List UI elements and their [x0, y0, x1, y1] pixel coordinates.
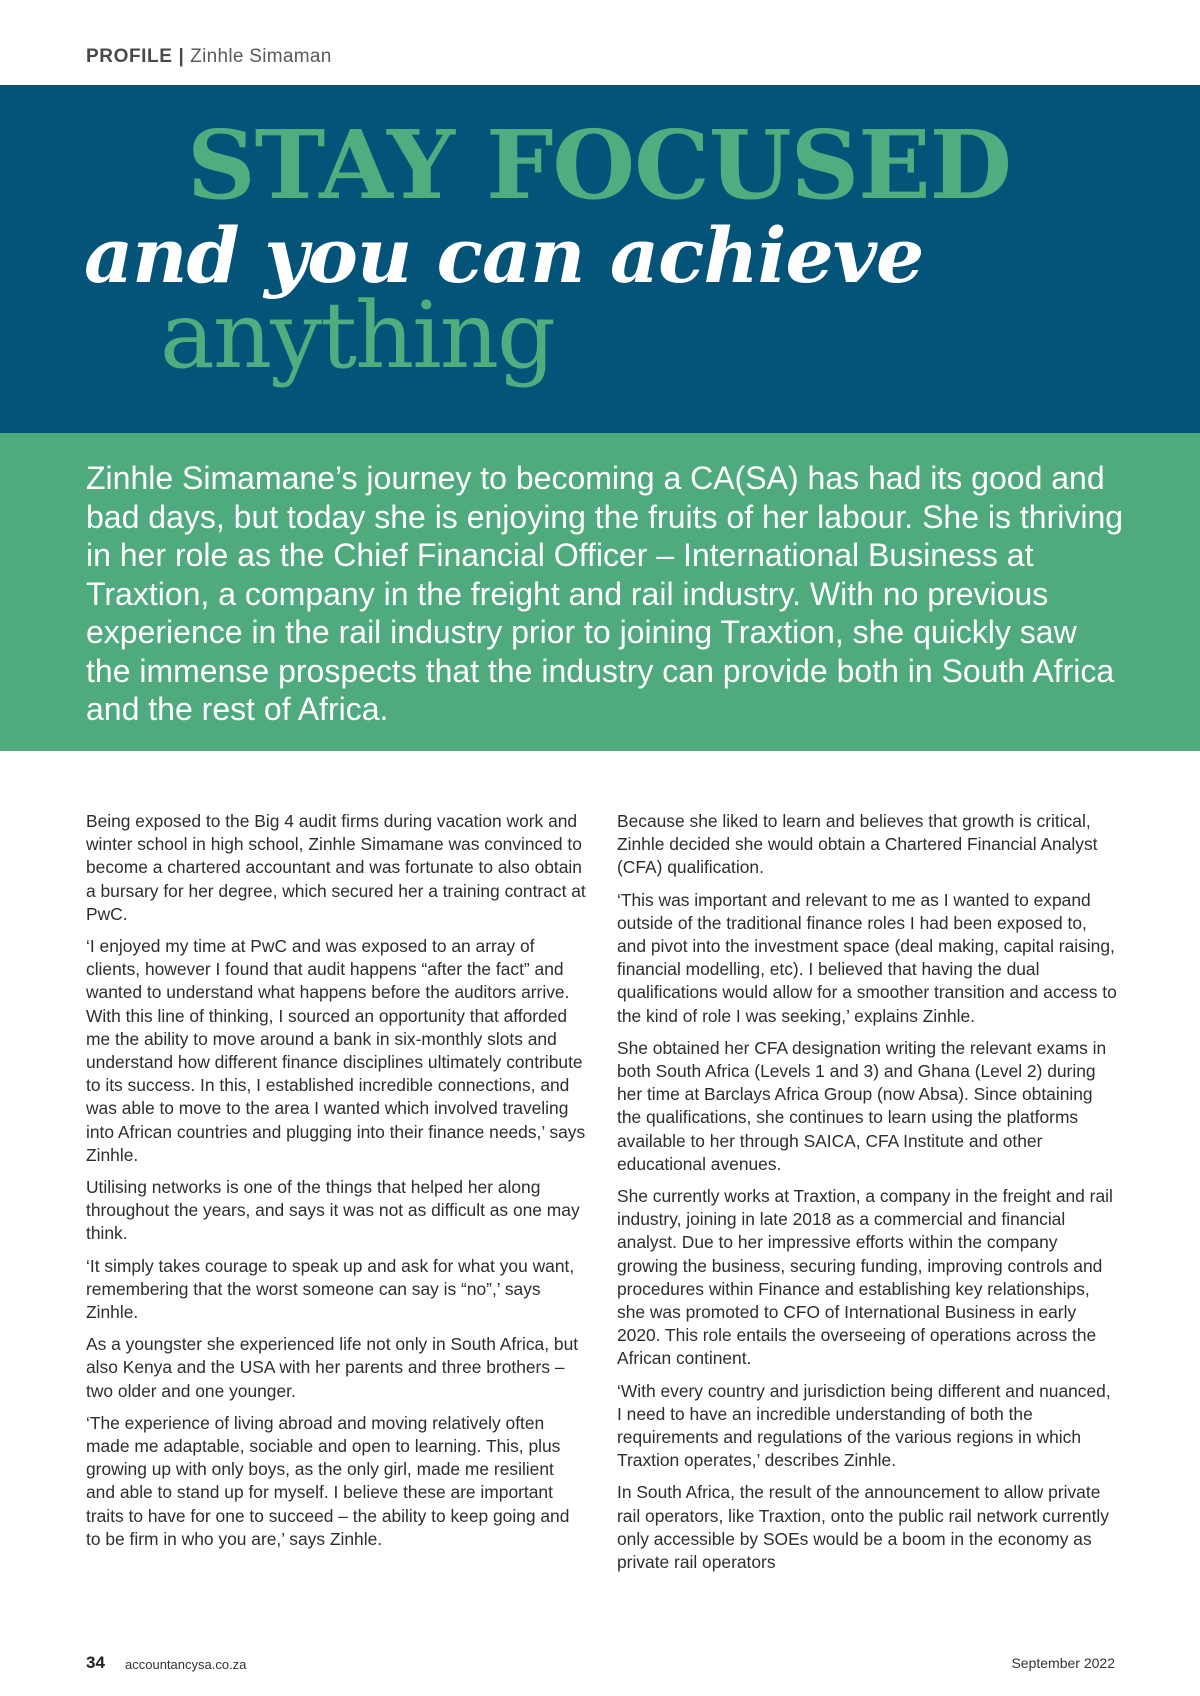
running-header [86, 46, 332, 68]
headline-line-1: STAY FOCUSED [187, 110, 1012, 221]
section-label: PROFILE [86, 46, 173, 67]
profile-name: Zinhle Simaman [190, 46, 332, 67]
body-paragraph: As a youngster she experienced life not only in South Africa, but also Kenya and the USA with her parents and three brothers – two older and one younger. [86, 1334, 579, 1401]
page-number: 34 [86, 1653, 105, 1672]
body-paragraph: ‘This was important and relevant to me as I wanted to expand outside of the traditional finance roles I had been exposed to, and pivot into the investment space (deal making, capital raising, financial modelling, etc). I believed that having the dual qualifications would allow for a smoother transition and access to the kind of role I was seeking,’ explains Zinhle. [617, 889, 1117, 1026]
headline-line-2: and you can achieve [84, 211, 924, 300]
footer-website: accountancysa.co.za [125, 1657, 247, 1672]
issue-date: September 2022 [1011, 1655, 1115, 1671]
intro-paragraph: Zinhle Simamane’s journey to becoming a CA(SA) has had its good and bad days, but today she is enjoying the fruits of her labour. She is thriving in her role as the Chief Financial Officer – International Business at Traxtion, a company in the freight and rail industry. With no previous experience in the rail industry prior to joining Traxtion, she quickly saw the immense prospects that the industry can provide both in South Africa and the rest of Africa. [86, 460, 1124, 727]
body-paragraph: She currently works at Traxtion, a company in the freight and rail industry, joining in late 2018 as a commercial and financial analyst. Due to her impressive efforts within the company growing the business, securing funding, improving controls and procedures within Finance and establishing key relationships, she was promoted to CFO of International Business in early 2020. This role entails the overseeing of operations across the African continent. [617, 1186, 1113, 1369]
body-paragraph: Because she liked to learn and believes that growth is critical, Zinhle decided she would obtain a Chartered Financial Analyst (CFA) qualification. [617, 811, 1098, 878]
body-paragraph: ‘With every country and jurisdiction being different and nuanced, I need to have an incredible understanding of both the requirements and regulations of the various regions in which Traxtion operates,’ describes Zinhle. [617, 1380, 1111, 1471]
body-paragraph: In South Africa, the result of the announcement to allow private rail operators, like Traxtion, onto the public rail network currently only accessible by SOEs would be a boom in the economy as private rail operators [617, 1482, 1109, 1573]
body-paragraph: She obtained her CFA designation writing the relevant exams in both South Africa (Levels 1 and 3) and Ghana (Level 2) during her time at Barclays Africa Group (now Absa). Since obtaining the qualifications, she continues to learn using the platforms available to her through SAICA, CFA Institute and other educational avenues. [617, 1037, 1107, 1174]
article-column-right [617, 810, 1117, 1583]
body-paragraph: ‘The experience of living abroad and moving relatively often made me adaptable, sociable and open to learning. This, plus growing up with only boys, as the only girl, made me resilient and able to stand up for myself. I believe these are important traits to have for one to succeed – the ability to keep going and to be firm in who you are,’ says Zinhle. [86, 1412, 570, 1549]
body-paragraph: ‘It simply takes courage to speak up and ask for what you want, remembering that the worst someone can say is “no”,’ says Zinhle. [86, 1255, 575, 1323]
header-separator: | [178, 46, 185, 67]
article-column-left [86, 810, 586, 1560]
body-paragraph: Utilising networks is one of the things that helped her along throughout the years, and says it was not as difficult as one may think. [86, 1177, 580, 1244]
body-paragraph: Being exposed to the Big 4 audit firms during vacation work and winter school in high school, Zinhle Simamane was convinced to become a chartered accountant and was fortunate to also obtain a bursary for her degree, which secured her a training contract at PwC. [86, 811, 586, 924]
body-paragraph: ‘I enjoyed my time at PwC and was exposed to an array of clients, however I found that audit happens “after the fact” and wanted to understand what happens before the auditors arrive. With this line of thinking, I sourced an opportunity that afforded me the ability to move around a bank in six-monthly slots and understand how different finance disciplines ultimately contribute to its success. In this, I established incredible connections, and was able to move to the area I wanted which involved traveling into African countries and plugging into their finance needs,’ says Zinhle. [86, 936, 586, 1165]
headline-line-3: anything [160, 282, 554, 389]
